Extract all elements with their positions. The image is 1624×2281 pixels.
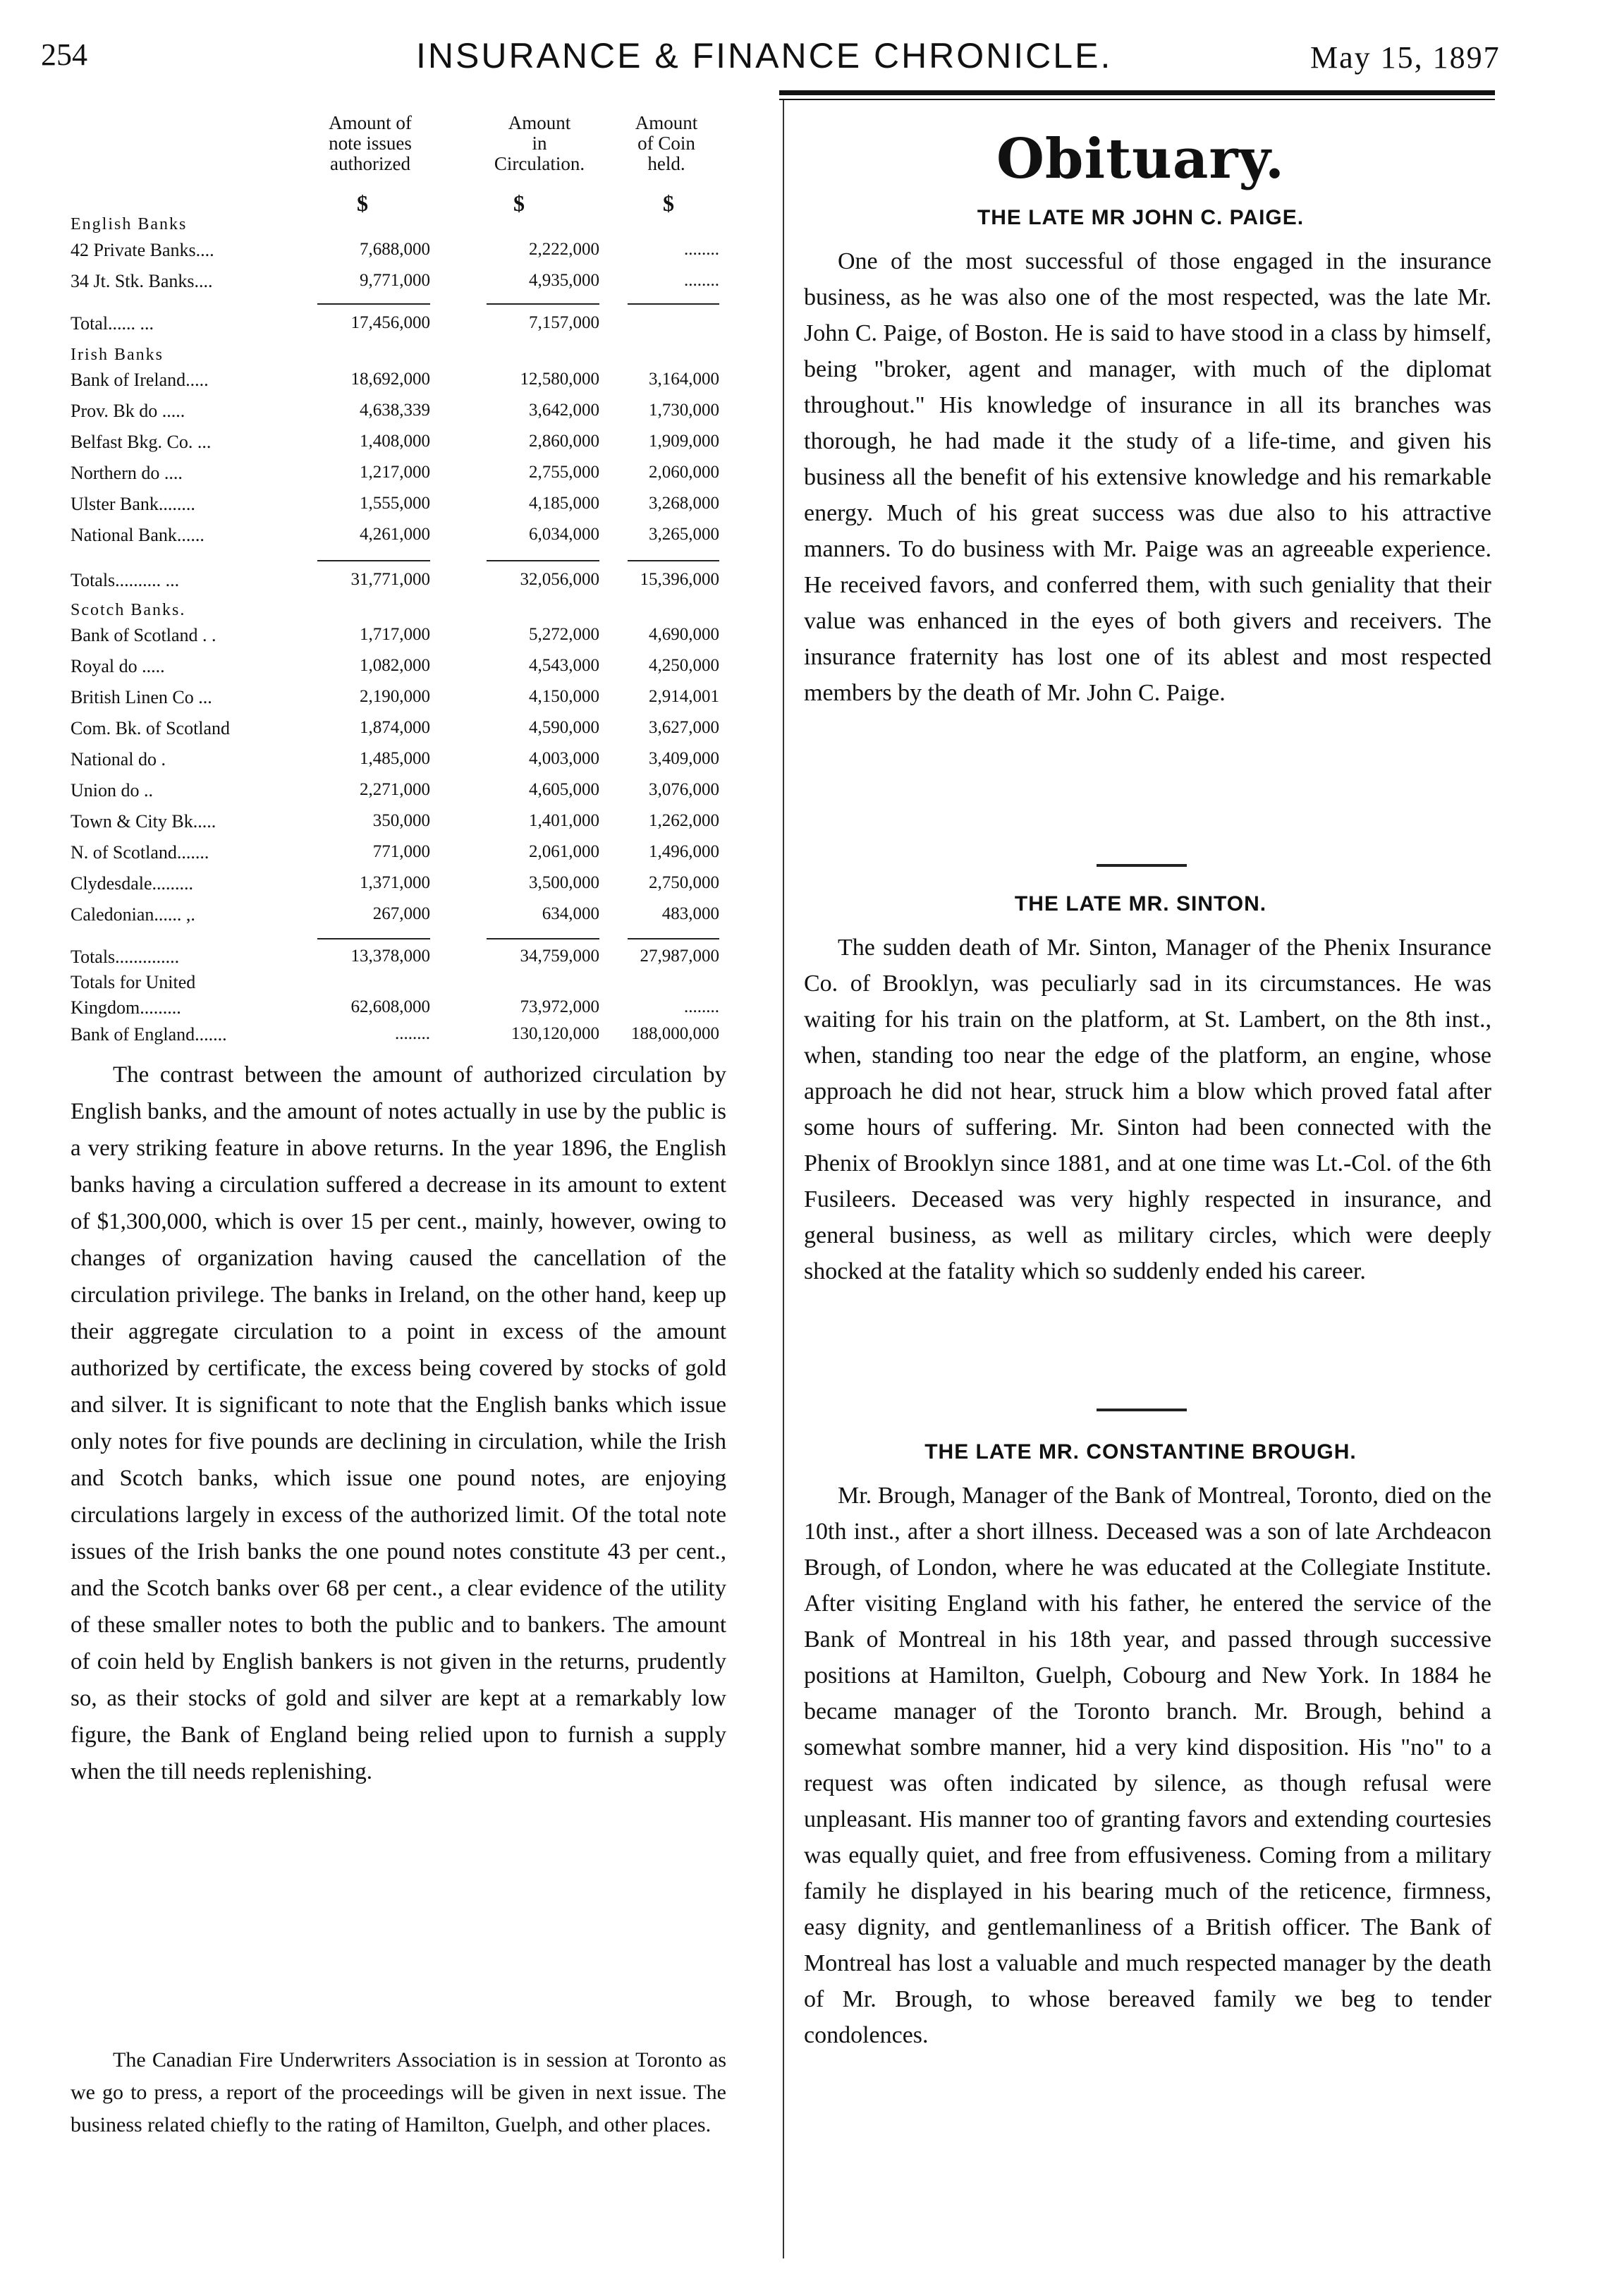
table-row (71, 841, 719, 872)
cell-coin: ........ (684, 240, 719, 259)
currency-coin: $ (663, 190, 674, 216)
cell-authorized: 17,456,000 (350, 313, 430, 332)
cell-authorized: 4,261,000 (360, 525, 430, 544)
cell-coin: 2,914,001 (649, 687, 719, 706)
table-row (71, 624, 719, 655)
cell-circulation: 2,755,000 (529, 463, 599, 482)
cell-coin: 2,060,000 (649, 463, 719, 482)
cell-circulation: 12,580,000 (520, 370, 599, 389)
header-rule-thin (779, 99, 1495, 100)
cell-circulation: 130,120,000 (511, 1024, 599, 1043)
row-label: N. of Scotland....... (71, 842, 209, 863)
cell-circulation: 7,157,000 (529, 313, 599, 332)
cell-authorized: 1,874,000 (360, 718, 430, 737)
table-row (71, 238, 719, 269)
cell-circulation: 5,272,000 (529, 625, 599, 644)
row-label: Totals for United (71, 972, 196, 992)
row-label: Clydesdale......... (71, 873, 194, 894)
cell-coin: 27,987,000 (640, 947, 719, 966)
table-row (71, 368, 719, 399)
row-label: Prov. Bk do ..... (71, 401, 185, 421)
sum-rule (317, 303, 430, 305)
table-row (71, 1023, 719, 1054)
table-row (71, 810, 719, 841)
row-label: Caledonian...... ,. (71, 904, 195, 925)
cell-authorized: 9,771,000 (360, 271, 430, 290)
cell-authorized: 771,000 (372, 842, 430, 861)
section-irish-banks: Irish Banks (71, 346, 164, 364)
cell-authorized: 1,371,000 (360, 873, 430, 892)
cell-authorized: ........ (395, 1024, 430, 1043)
cell-circulation: 4,543,000 (529, 656, 599, 675)
table-row (71, 717, 719, 748)
cell-circulation: 34,759,000 (520, 947, 599, 966)
section-scotch-banks: Scotch Banks. (71, 601, 186, 619)
cell-coin: 1,730,000 (649, 401, 719, 420)
currency-authorized: $ (357, 190, 368, 216)
cell-circulation: 634,000 (542, 904, 599, 923)
obituary-heading: Obituary. (996, 127, 1286, 191)
cell-circulation: 2,061,000 (529, 842, 599, 861)
publication-title: INSURANCE & FINANCE CHRONICLE. (416, 36, 1113, 75)
cell-coin: 15,396,000 (640, 570, 719, 589)
cell-circulation: 32,056,000 (520, 570, 599, 589)
section-separator (1097, 864, 1187, 867)
row-label: Town & City Bk..... (71, 811, 216, 832)
row-label: Totals.......... ... (71, 570, 180, 590)
row-label: Kingdom......... (71, 997, 181, 1018)
row-label: Bank of England....... (71, 1024, 227, 1045)
header-rule (779, 90, 1495, 95)
table-row (71, 461, 719, 492)
sum-rule (628, 560, 719, 561)
row-label: Com. Bk. of Scotland (71, 718, 231, 738)
cell-circulation: 4,150,000 (529, 687, 599, 706)
sinton-article: The sudden death of Mr. Sinton, Manager of the Phenix Insurance Co. of Brooklyn, was peculiarly sad in its circumstances. He was waiting for his train on the platform, at St. Lambert, on the 8th inst., when, standing too near the edge of the platform, an engine, whose approach he did not hear, struck him a blow which proved fatal after some hours of suffering. Mr. Sinton had been connected with the Phenix of Brooklyn since 1881, and at one time was Lt.-Col. of the 6th Fusileers. Deceased was very highly respected in insurance, and general business, as well as military circles, which were deeply shocked at the fatality which so suddenly ended his career. (804, 935, 1491, 1284)
table-row (71, 903, 719, 934)
table-row (71, 872, 719, 903)
cell-coin: 1,909,000 (649, 432, 719, 451)
page-number: 254 (41, 37, 87, 72)
cell-coin: 3,265,000 (649, 525, 719, 544)
table-row (71, 399, 719, 430)
sum-rule (628, 938, 719, 939)
cell-authorized: 350,000 (372, 811, 430, 830)
table-row-total (71, 312, 719, 343)
table-row (71, 269, 719, 300)
column-divider (783, 100, 784, 2258)
cell-coin: 4,250,000 (649, 656, 719, 675)
table-row (71, 430, 719, 461)
cell-coin: 188,000,000 (631, 1024, 719, 1043)
cell-coin: 3,164,000 (649, 370, 719, 389)
cell-authorized: 62,608,000 (350, 997, 430, 1016)
row-label: 42 Private Banks.... (71, 240, 214, 260)
currency-circulation: $ (513, 190, 525, 216)
row-label: National do . (71, 749, 166, 770)
table-row-total (71, 568, 719, 600)
cell-circulation: 4,605,000 (529, 780, 599, 799)
cell-circulation: 3,500,000 (529, 873, 599, 892)
cell-coin: 2,750,000 (649, 873, 719, 892)
cell-coin: 3,409,000 (649, 749, 719, 768)
cell-authorized: 1,408,000 (360, 432, 430, 451)
cell-circulation: 3,642,000 (529, 401, 599, 420)
cell-authorized: 31,771,000 (350, 570, 430, 589)
cell-authorized: 7,688,000 (360, 240, 430, 259)
col-header-authorized: Amount of note issues authorized (329, 112, 412, 174)
cell-authorized: 2,190,000 (360, 687, 430, 706)
sinton-title: THE LATE MR. SINTON. (1014, 892, 1267, 916)
cell-circulation: 1,401,000 (529, 811, 599, 830)
cell-authorized: 2,271,000 (360, 780, 430, 799)
cell-coin: ........ (684, 997, 719, 1016)
table-row (71, 523, 719, 554)
underwriters-note: The Canadian Fire Underwriters Association is in session at Toronto as we go to press, a report of the proceedings will be given in next issue. The business related chiefly to the rating of Hamilton, Guelph, and other places. (71, 2048, 726, 2136)
cell-authorized: 1,485,000 (360, 749, 430, 768)
cell-circulation: 2,860,000 (529, 432, 599, 451)
col-header-coin: Amount of Coin held. (635, 112, 698, 174)
col-header-circulation: Amount in Circulation. (494, 112, 585, 174)
cell-coin: 483,000 (661, 904, 719, 923)
row-label: Bank of Ireland..... (71, 370, 209, 390)
circulation-article: The contrast between the amount of authorized circulation by English banks, and the amount of notes actually in use by the public is a very striking feature in above returns. In the year 1896, the English banks having a circulation suffered a decrease in its amount to extent of $1,300,000, which is over 15 per cent., mainly, however, owing to changes of organization having caused the cancellation of the circulation privilege. The banks in Ireland, on the other hand, keep up their aggregate circulation to a point in excess of the amount authorized by certificate, the excess being covered by stocks of gold and silver. It is significant to note that the English banks which issue only notes for five pounds are declining in circulation, while the Irish and Scotch banks, which issue one pound notes, are enjoying circulations largely in excess of the authorized limit. Of the total note issues of the Irish banks the one pound notes constitute 43 per cent., and the Scotch banks over 68 per cent., a clear evidence of the utility of these smaller notes to both the public and to bankers. The amount of coin held by English bankers is not given in the returns, prudently so, as their stocks of gold and silver are kept at a remarkably low figure, the Bank of England being relied upon to furnish a supply when the till needs replenishing. (71, 1062, 726, 1784)
cell-authorized: 1,555,000 (360, 494, 430, 513)
table-row (71, 748, 719, 779)
cell-coin: 3,268,000 (649, 494, 719, 513)
row-label: Bank of Scotland . . (71, 625, 216, 645)
cell-authorized: 13,378,000 (350, 947, 430, 966)
cell-circulation: 2,222,000 (529, 240, 599, 259)
row-label: Union do .. (71, 780, 153, 801)
sum-rule (317, 560, 430, 561)
sum-rule (487, 303, 599, 305)
cell-authorized: 1,217,000 (360, 463, 430, 482)
issue-date: May 15, 1897 (1310, 40, 1501, 75)
sum-rule (487, 560, 599, 561)
section-english-banks: English Banks (71, 215, 188, 233)
cell-circulation: 4,590,000 (529, 718, 599, 737)
paige-title: THE LATE MR JOHN C. PAIGE. (977, 206, 1305, 229)
cell-coin: 4,690,000 (649, 625, 719, 644)
paige-article: One of the most successful of those engaged in the insurance business, as he was also one of the most respected, was the late Mr. John C. Paige, of Boston. He is said to have stood in a class by himself, being "broker, agent and manager, with much of the diplomat throughout." His knowledge of insurance in all its branches was thorough, he had made it the study of a life-time, and given his business all the benefit of his extensive knowledge and his remarkable energy. Much of his great success was due also to his attractive manners. To do business with Mr. Paige was an agreeable experience. He received favors, and conferred them, with such geniality that their value was enhanced in the eyes of both givers and receivers. The insurance fraternity has lost one of its ablest and most respected members by the death of Mr. John C. Paige. (804, 248, 1491, 706)
table-row (71, 779, 719, 810)
table-row (71, 686, 719, 717)
cell-coin: 1,496,000 (649, 842, 719, 861)
row-label: Royal do ..... (71, 656, 165, 676)
table-row (71, 655, 719, 686)
cell-authorized: 18,692,000 (350, 370, 430, 389)
brough-title: THE LATE MR. CONSTANTINE BROUGH. (924, 1440, 1357, 1464)
row-label: British Linen Co ... (71, 687, 212, 707)
cell-coin: ........ (684, 271, 719, 290)
row-label: Total...... ... (71, 313, 154, 334)
cell-coin: 3,627,000 (649, 718, 719, 737)
cell-authorized: 1,717,000 (360, 625, 430, 644)
sum-rule (628, 303, 719, 305)
row-label: Ulster Bank........ (71, 494, 195, 514)
row-label: National Bank...... (71, 525, 204, 545)
cell-circulation: 4,935,000 (529, 271, 599, 290)
cell-authorized: 1,082,000 (360, 656, 430, 675)
cell-authorized: 4,638,339 (360, 401, 430, 420)
row-label: Totals.............. (71, 947, 180, 967)
sum-rule (487, 938, 599, 939)
cell-circulation: 73,972,000 (520, 997, 599, 1016)
cell-coin: 3,076,000 (649, 780, 719, 799)
row-label: Belfast Bkg. Co. ... (71, 432, 212, 452)
brough-article: Mr. Brough, Manager of the Bank of Montreal, Toronto, died on the 10th inst., after a short illness. Deceased was a son of late Archdeacon Brough, of London, where he was educated at the Collegiate Institute. After visiting England with his father, he entered the service of the Bank of Montreal in his 18th year, and passed through successive positions at Hamilton, Guelph, Cobourg and New York. In 1884 he became manager of the Toronto branch. Mr. Brough, behind a somewhat sombre manner, hid a very kind disposition. His "no" to a request was often indicated by silence, as though refusal were unpleasant. His manner too of granting favors and extending courtesies was equally quiet, and free from effusiveness. Coming from a military family he displayed in his bearing much of the reticence, firmness, easy dignity, and gentlemanliness of a British officer. The Bank of Montreal has lost a valuable and much respected manager by the death of Mr. Brough, to whose bereaved family we beg to tender condolences. (804, 1483, 1491, 2048)
cell-circulation: 4,003,000 (529, 749, 599, 768)
cell-circulation: 4,185,000 (529, 494, 599, 513)
table-row (71, 492, 719, 523)
sum-rule (317, 938, 430, 939)
cell-coin: 1,262,000 (649, 811, 719, 830)
row-label: 34 Jt. Stk. Banks.... (71, 271, 213, 291)
cell-authorized: 267,000 (372, 904, 430, 923)
section-separator (1097, 1409, 1187, 1411)
row-label: Northern do .... (71, 463, 183, 483)
cell-circulation: 6,034,000 (529, 525, 599, 544)
